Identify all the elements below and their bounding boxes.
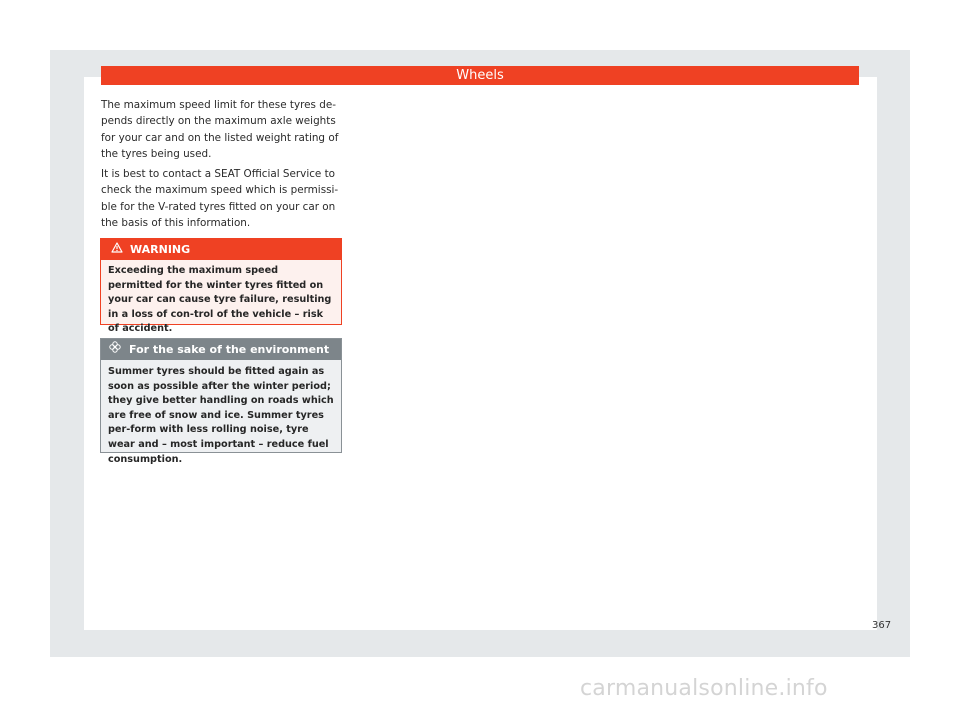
- environment-flower-icon: [109, 339, 129, 360]
- warning-triangle-icon: [111, 239, 130, 260]
- intro-text: [101, 97, 341, 235]
- watermark: carmanualsonline.info: [580, 676, 828, 701]
- environment-box: [100, 338, 342, 465]
- intro-paragraph: It is best to contact a SEAT Official Service to check the maximum speed which is permissi-ble for the V-rated tyres fitted on your car on the basis of this information.: [101, 168, 339, 230]
- warning-text: Exceeding the maximum speed permitted for the winter tyres fitted on your car can cause tyre failure, resulting in a loss of con-trol of the vehicle – risk of accident.: [108, 265, 332, 335]
- intro-paragraph: The maximum speed limit for these tyres de-pends directly on the maximum axle weights for your car and on the listed weight rating of the tyres being used.: [101, 99, 339, 160]
- section-header: Wheels: [101, 66, 859, 85]
- warning-box: [100, 238, 342, 335]
- environment-header: [101, 339, 341, 360]
- page-number: 367: [872, 620, 892, 631]
- warning-header: [101, 239, 341, 260]
- environment-text: Summer tyres should be fitted again as soon as possible after the winter period; they give better handling on roads which are free of snow and ice. Summer tyres per-form with less rolling noise, tyre wear and – most important – reduce fuel consumption.: [108, 366, 334, 465]
- warning-title: WARNING: [130, 243, 191, 256]
- environment-title: For the sake of the environment: [129, 343, 330, 356]
